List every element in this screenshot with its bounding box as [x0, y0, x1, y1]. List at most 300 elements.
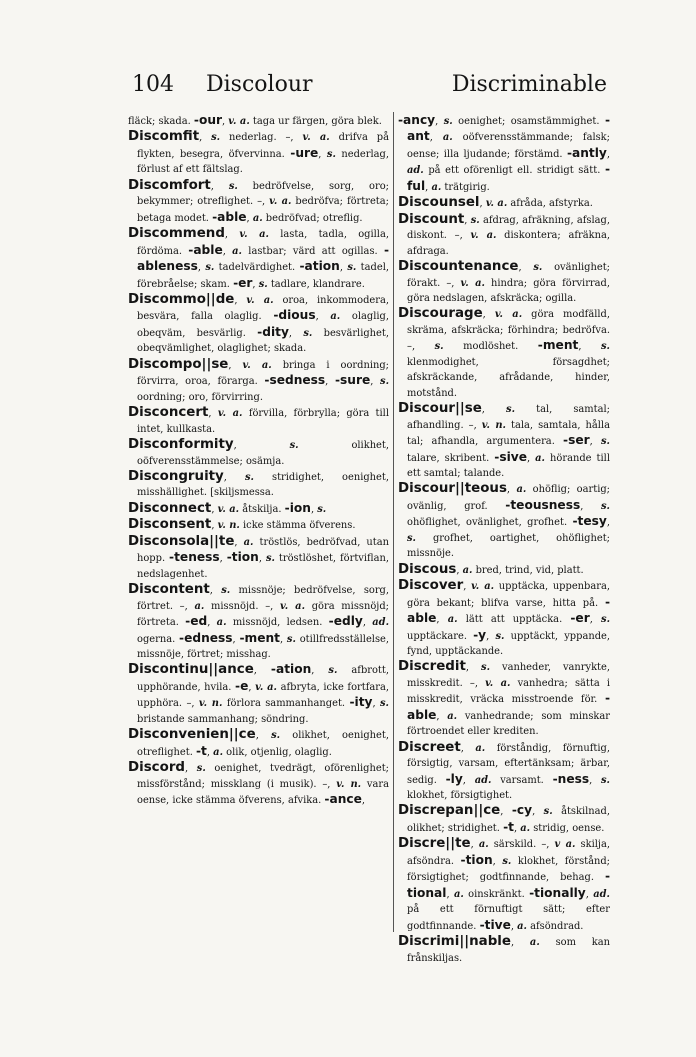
definition-text: , [206, 746, 214, 758]
definition-text: afbryta, icke fortfara, upphöra. –, [137, 681, 390, 710]
definition-text: , [209, 585, 222, 597]
derived-form: -ly [445, 771, 463, 786]
derived-form: -dity [257, 324, 289, 339]
derived-form: -tionally [529, 885, 586, 900]
definition-text: , [492, 855, 503, 867]
definition-text: klokhet, förstånd; försigtighet; godtfinnande, behag. [407, 855, 610, 884]
definition-text: , [228, 359, 243, 371]
definition-text: grofhet, oartighet, ohöflighet; missnöje. [407, 532, 610, 560]
definition-text: besvärlighet, obeqvämlighet, olaglighet; skada. [137, 327, 389, 355]
definition-text: , [435, 116, 444, 127]
definition-text: bedröfvad; otreflig. [262, 212, 363, 224]
part-of-speech: s. [317, 503, 327, 515]
part-of-speech: a. [194, 600, 205, 612]
headword: Disconnect [128, 500, 212, 516]
definition-text: oenighet, tvedrägt, oförenlighet; missförstånd; missklang (i musik). –, [137, 763, 389, 790]
definition-text: , [510, 937, 530, 949]
headword: Discourage [398, 306, 483, 322]
definition-text: , [288, 327, 304, 339]
headword: Discontinu||ance [128, 662, 254, 678]
definition-text: , [224, 229, 240, 241]
definition-text: , [252, 278, 259, 290]
definition-text: olik, otjenlig, olaglig. [223, 746, 332, 758]
dictionary-entry [128, 501, 389, 517]
definition-text: åtskilja. [239, 503, 285, 515]
part-of-speech: ad. [372, 617, 390, 629]
definition-text: , [310, 503, 318, 515]
definition-text: vanhedrande; som minskar förtroendet eller krediten. [407, 710, 610, 738]
part-of-speech: a. [213, 746, 224, 758]
part-of-speech: s. [601, 436, 610, 448]
definition-text: , [258, 553, 266, 565]
definition-text: talare, skribent. [407, 452, 495, 464]
definition-text: olaglig, obeqväm, besvärlig. [137, 311, 389, 339]
headword: Disconcert [128, 405, 209, 421]
headword: Discomfit [128, 129, 200, 145]
definition-text: upptäckt, yppande, fynd, upptäckande. [407, 630, 610, 657]
part-of-speech: ad. [474, 774, 492, 786]
definition-text: , [246, 212, 253, 224]
definition-text: på ett förnuftigt sätt; efter godtfinnande. [407, 904, 610, 932]
definition-text: , [606, 148, 610, 160]
definition-text: bedröfva; förtreta; betaga modet. [137, 196, 389, 224]
part-of-speech: a. [330, 311, 341, 323]
derived-form: -ion [284, 500, 311, 515]
column-divider [393, 112, 394, 932]
dictionary-entry [128, 226, 389, 292]
derived-form: -sive [494, 449, 527, 464]
definition-text: vanheder, vanrykte, misskredit. –, [407, 662, 610, 689]
part-of-speech: a. [535, 452, 545, 464]
dictionary-entry [128, 469, 389, 501]
definition-text: , [518, 262, 534, 274]
part-of-speech: a. [442, 132, 453, 144]
definition-text: , [255, 730, 272, 742]
headword: Discommo||de [128, 291, 235, 307]
definition-text: , [339, 262, 348, 274]
dictionary-entry [398, 659, 610, 739]
part-of-speech: v. a. [228, 116, 250, 127]
dictionary-entry [128, 129, 389, 177]
definition-text: , [199, 132, 212, 144]
definition-text: , [479, 198, 486, 210]
definition-text: modlöshet. [443, 341, 538, 353]
headword: Discover [398, 578, 464, 594]
definition-text: klokhet, försigtighet. [407, 790, 513, 802]
definition-text: , [311, 665, 329, 677]
definition-text: , [370, 376, 381, 388]
definition-text: , [589, 774, 601, 786]
definition-text: tadel, förebråelse; skam. [137, 262, 389, 290]
dictionary-entry [128, 582, 389, 662]
part-of-speech: v a. [554, 839, 576, 851]
derived-form: -sedness [264, 373, 326, 388]
part-of-speech: v. a. [279, 600, 306, 612]
part-of-speech: s. [481, 662, 491, 674]
part-of-speech: v. n. [336, 778, 362, 790]
part-of-speech: a. [447, 710, 458, 722]
derived-form: -able [407, 691, 610, 722]
definition-text: , [436, 710, 448, 722]
derived-form: -ation [270, 662, 312, 677]
part-of-speech: s. [506, 404, 516, 416]
derived-form: -tive [479, 917, 511, 932]
definition-text: tala, samtala, hålla tal; afhandla, argumentera. [407, 419, 610, 448]
definition-text: , [372, 698, 380, 710]
derived-form: -our [193, 113, 223, 127]
derived-form: -tion [226, 550, 259, 565]
definition-text: , [481, 404, 507, 416]
derived-form: -antly [566, 145, 607, 160]
derived-form: -able [212, 209, 247, 224]
definition-text: ogerna. [137, 633, 180, 645]
definition-text: tal, samtal; afhandling. –, [407, 404, 611, 431]
part-of-speech: s. [221, 585, 231, 597]
definition-text: diskontera; afräkna, afdraga. [407, 230, 610, 257]
definition-text: , [279, 633, 287, 645]
definition-text: bred, trind, vid, platt. [472, 564, 584, 576]
derived-form: -ed [185, 614, 208, 629]
definition-text: på ett oförenligt ell. stridigt sätt. [423, 165, 605, 177]
derived-form: -ment [537, 338, 579, 353]
part-of-speech: s. [303, 327, 313, 339]
part-of-speech: s. [533, 262, 543, 274]
definition-text: , [248, 681, 256, 693]
definition-text: afbrott, upphörande, hvila. [137, 665, 390, 693]
dictionary-entry [398, 212, 610, 259]
definition-text: , [208, 408, 218, 420]
definition-text: skilja, afsöndra. [407, 839, 611, 867]
part-of-speech: a. [232, 245, 242, 257]
definition-text: , [315, 311, 331, 323]
dictionary-entry [398, 740, 610, 804]
definition-text: , [211, 520, 218, 532]
part-of-speech: a. [529, 937, 540, 949]
part-of-speech: s. [380, 376, 390, 388]
definition-text: , [362, 617, 373, 629]
part-of-speech: v. n. [481, 419, 506, 431]
part-of-speech: s. [205, 262, 215, 274]
part-of-speech: s. [286, 633, 296, 645]
part-of-speech: a. [447, 614, 458, 626]
part-of-speech: s. [347, 262, 357, 274]
part-of-speech: s. [211, 132, 221, 144]
definition-text: , [436, 614, 448, 626]
definition-text: varsamt. [491, 774, 553, 786]
part-of-speech: v. a. [485, 198, 508, 210]
part-of-speech: a. [462, 564, 473, 576]
definition-text: bedröfvelse, sorg, oro; bekymmer; otreflighet. –, [137, 180, 389, 208]
part-of-speech: s. [328, 665, 338, 677]
part-of-speech: v. a. [217, 408, 243, 420]
left-guide-word: Discolour [206, 72, 313, 97]
definition-text: lastbar; värd att ogillas. [242, 245, 384, 257]
headword: Discour||se [398, 401, 482, 417]
dictionary-entry [398, 836, 610, 934]
part-of-speech: v. a. [269, 196, 292, 208]
definition-text: lasta, tadla, ogilla, fördöma. [137, 229, 389, 257]
part-of-speech: v. a. [494, 309, 523, 321]
dictionary-entry [128, 517, 389, 533]
part-of-speech: a. [517, 920, 527, 932]
derived-form: -ure [290, 145, 319, 160]
dictionary-entry [128, 662, 389, 727]
headword: Discomfort [128, 177, 211, 193]
definition-text: , [464, 214, 471, 226]
definition-text: , [223, 471, 245, 483]
definition-text: nederlag, förlust af ett fältslag. [137, 148, 389, 176]
definition-text: , [532, 806, 544, 818]
part-of-speech: v. a. [239, 229, 269, 241]
derived-form: -y [473, 627, 487, 642]
derived-form: -t [196, 743, 207, 758]
dictionary-entry [128, 405, 389, 437]
page-number: 104 [132, 72, 174, 97]
definition-text: , [500, 806, 512, 818]
definition-text: , [185, 763, 197, 775]
part-of-speech: v. a. [246, 294, 274, 306]
part-of-speech: s. [228, 180, 238, 192]
definition-text: ohöflighet, ovänlighet, grofhet. [407, 517, 573, 529]
part-of-speech: s. [601, 341, 610, 353]
definition-text: olikhet, oenighet, otreflighet. [137, 730, 389, 758]
derived-form: -ment [239, 630, 280, 645]
part-of-speech: a. [516, 484, 527, 496]
dictionary-entry [128, 113, 389, 129]
part-of-speech: v. a. [217, 503, 240, 515]
part-of-speech: a. [478, 839, 489, 851]
definition-text: stridighet, oenighet, misshällighet. [skiljsmessa. [137, 471, 389, 499]
definition-text: bringa i oordning; förvirra, oroa, förarga. [137, 359, 389, 388]
dictionary-entry [398, 401, 610, 481]
part-of-speech: s. [196, 763, 206, 775]
right-guide-word: Discriminable [451, 72, 607, 97]
right-column [398, 113, 610, 966]
definition-text: , [232, 633, 240, 645]
definition-text: , [463, 581, 472, 593]
headword: Discommend [128, 226, 225, 242]
definition-text: , [318, 148, 327, 160]
definition-text: , [233, 440, 290, 452]
definition-text: taga ur färgen, göra blek. [249, 116, 382, 127]
part-of-speech: s. [380, 698, 389, 710]
part-of-speech: s. [601, 774, 610, 786]
dictionary-entry [398, 306, 610, 401]
definition-text: , [234, 294, 247, 306]
headword: Disconformity [128, 437, 234, 453]
part-of-speech: s. [543, 806, 553, 818]
headword: Disconsent [128, 517, 212, 533]
definition-text: missnöje; bedröfvelse, sorg, förtret. –, [137, 585, 390, 612]
definition-text: , [585, 888, 594, 900]
definition-text: tröstlös, bedröfvad, utan hopp. [137, 536, 389, 565]
definition-text: icke stämma öfverens. [239, 520, 356, 532]
dictionary-entry [128, 292, 389, 357]
part-of-speech: s. [502, 855, 512, 867]
derived-form: -tesy [572, 514, 607, 529]
definition-text: oenighet; osamstämmighet. [452, 116, 605, 127]
derived-form: -e [235, 678, 249, 693]
part-of-speech: ad. [593, 888, 610, 900]
part-of-speech: s. [271, 730, 281, 742]
definition-text: upptäcka, uppenbara, göra bekant; blifva varse, hitta på. [407, 581, 610, 609]
definition-text: , [486, 630, 496, 642]
part-of-speech: v. n. [198, 698, 223, 710]
headword: Discompo||se [128, 356, 229, 372]
definition-text: afdrag, afräkning, afslag, diskont. –, [407, 214, 610, 242]
part-of-speech: v. n. [217, 520, 240, 532]
definition-text: , [325, 376, 335, 388]
definition-text: afsöndrad. [526, 920, 584, 932]
part-of-speech: s. [244, 471, 254, 483]
definition-text: ohöflig; oartig; ovänlig, grof. [407, 484, 610, 512]
definition-text: oinskränkt. [463, 888, 530, 900]
definition-text: , [211, 503, 218, 515]
definition-text: , [222, 116, 229, 127]
part-of-speech: v. a. [302, 132, 330, 144]
definition-text: särskild. –, [488, 839, 555, 851]
definition-text: , [460, 742, 476, 754]
part-of-speech: a. [475, 742, 486, 754]
definition-text: olikhet, oöfverensstämmelse; osämja. [137, 440, 390, 467]
derived-form: -ancy [398, 113, 436, 127]
definition-text: otillfredsställelse, missnöje, förtret; misshag. [137, 633, 390, 660]
definition-text: , [580, 500, 601, 512]
page-header [132, 72, 607, 106]
headword: Discount [398, 211, 465, 227]
definition-text: åtskilnad, olikhet; stridighet. [407, 806, 611, 834]
definition-text: , [361, 795, 365, 807]
derived-form: -ser [563, 433, 590, 448]
definition-text: stridig, oense. [530, 822, 605, 834]
definition-text: som kan frånskiljas. [407, 937, 610, 964]
definition-text: , [253, 665, 271, 677]
definition-text: , [513, 822, 521, 834]
definition-text: , [482, 309, 495, 321]
definition-text: , [207, 617, 217, 629]
definition-text: , [222, 245, 233, 257]
derived-form: -ful [407, 162, 610, 193]
headword: Discous [398, 561, 457, 577]
derived-form: -ance [324, 792, 362, 807]
left-column [128, 113, 389, 808]
definition-text: missnöjd, ledsen. [226, 617, 329, 629]
definition-text: missnöjd. –, [204, 600, 280, 612]
definition-text: vanhedra; sätta i misskredit, vräcka misstroende för. [407, 677, 610, 706]
part-of-speech: v. a. [470, 230, 497, 242]
definition-text: trätgirig. [441, 181, 490, 193]
part-of-speech: a. [431, 181, 442, 193]
definition-text: hörande till ett samtal; talande. [407, 452, 610, 479]
part-of-speech: v. a. [485, 677, 511, 689]
definition-text: , [429, 132, 443, 144]
definition-text: , [197, 262, 206, 274]
derived-form: -edness [179, 630, 233, 645]
definition-text: göra missnöjd; förtreta. [137, 600, 389, 629]
definition-text: oöfverensstämmande; falsk; oense; illa ljudande; förstämd. [407, 132, 610, 160]
definition-text: drifva på flykten, besegra, öfvervinna. [137, 132, 389, 160]
derived-form: -able [407, 594, 610, 626]
derived-form: -teness [169, 550, 220, 565]
part-of-speech: a. [453, 888, 464, 900]
derived-form: -ant [407, 113, 610, 144]
headword: Discongruity [128, 468, 224, 484]
headword: Disconvenien||ce [128, 727, 256, 743]
headword: Discreet [398, 739, 461, 755]
definition-text: , [470, 839, 479, 851]
derived-form: -t [503, 819, 514, 834]
derived-form: -ableness [137, 242, 389, 274]
definition-text: fläck; skada. [128, 116, 194, 127]
definition-text: förvilla, förbrylla; göra till intet, kullkasta. [137, 408, 389, 435]
dictionary-entry [128, 760, 389, 808]
definition-text: oroa, inkommodera, besvära, falla olaglig. [137, 294, 389, 323]
derived-form: -ation [299, 259, 340, 274]
part-of-speech: v. a. [471, 581, 495, 593]
part-of-speech: s. [495, 630, 505, 642]
part-of-speech: s. [601, 500, 610, 512]
headword: Disconsola||te [128, 533, 235, 549]
definition-text: lätt att upptäcka. [457, 614, 571, 626]
definition-text: , [234, 536, 244, 548]
part-of-speech: a. [216, 617, 227, 629]
definition-text: , [589, 614, 602, 626]
dictionary-entry [398, 803, 610, 836]
definition-text: , [219, 553, 227, 565]
definition-text: göra modfälld, skräma, afskräcka; förhindra; bedröfva. –, [407, 309, 610, 353]
definition-text: , [456, 564, 463, 576]
part-of-speech: s. [326, 148, 336, 160]
definition-text: , [589, 436, 601, 448]
headword: Discord [128, 760, 186, 776]
part-of-speech: s. [434, 341, 444, 353]
derived-form: -able [188, 242, 223, 257]
dictionary-entry [398, 113, 610, 195]
part-of-speech: s. [407, 532, 416, 544]
definition-text: , [506, 484, 517, 496]
part-of-speech: s. [601, 614, 611, 626]
derived-form: -teousness [505, 497, 581, 512]
derived-form: -edly [328, 614, 363, 629]
dictionary-entry [128, 357, 389, 405]
definition-text: förståndig, förnuftig, försigtig, varsam, eftertänksam; ärbar, sedig. [407, 742, 611, 786]
definition-text: , [606, 517, 610, 529]
headword: Discountenance [398, 259, 519, 275]
definition-text: , [425, 181, 432, 193]
dictionary-entry [128, 727, 389, 760]
definition-text: ovänlighet; förakt. –, [407, 262, 610, 289]
definition-text: hindra; göra förvirrad, göra nedslagen, afskräcka; ogilla. [407, 277, 610, 304]
part-of-speech: s. [258, 278, 268, 290]
derived-form: -ity [349, 695, 373, 710]
part-of-speech: s. [289, 440, 299, 452]
dictionary-entry [128, 534, 389, 582]
headword: Discre||te [398, 836, 471, 852]
dictionary-entry [398, 578, 610, 659]
definition-text: , [446, 888, 454, 900]
definition-text: , [526, 452, 536, 464]
part-of-speech: s. [265, 553, 275, 565]
definition-text: , [578, 341, 601, 353]
definition-text: afråda, afstyrka. [507, 198, 593, 210]
part-of-speech: ad. [407, 165, 424, 177]
derived-form: -dious [273, 308, 316, 323]
derived-form: -sure [334, 373, 371, 388]
headword: Discredit [398, 659, 466, 675]
definition-text: nederlag. –, [220, 132, 303, 144]
headword: Discontent [128, 582, 210, 598]
part-of-speech: v. a. [255, 681, 277, 693]
